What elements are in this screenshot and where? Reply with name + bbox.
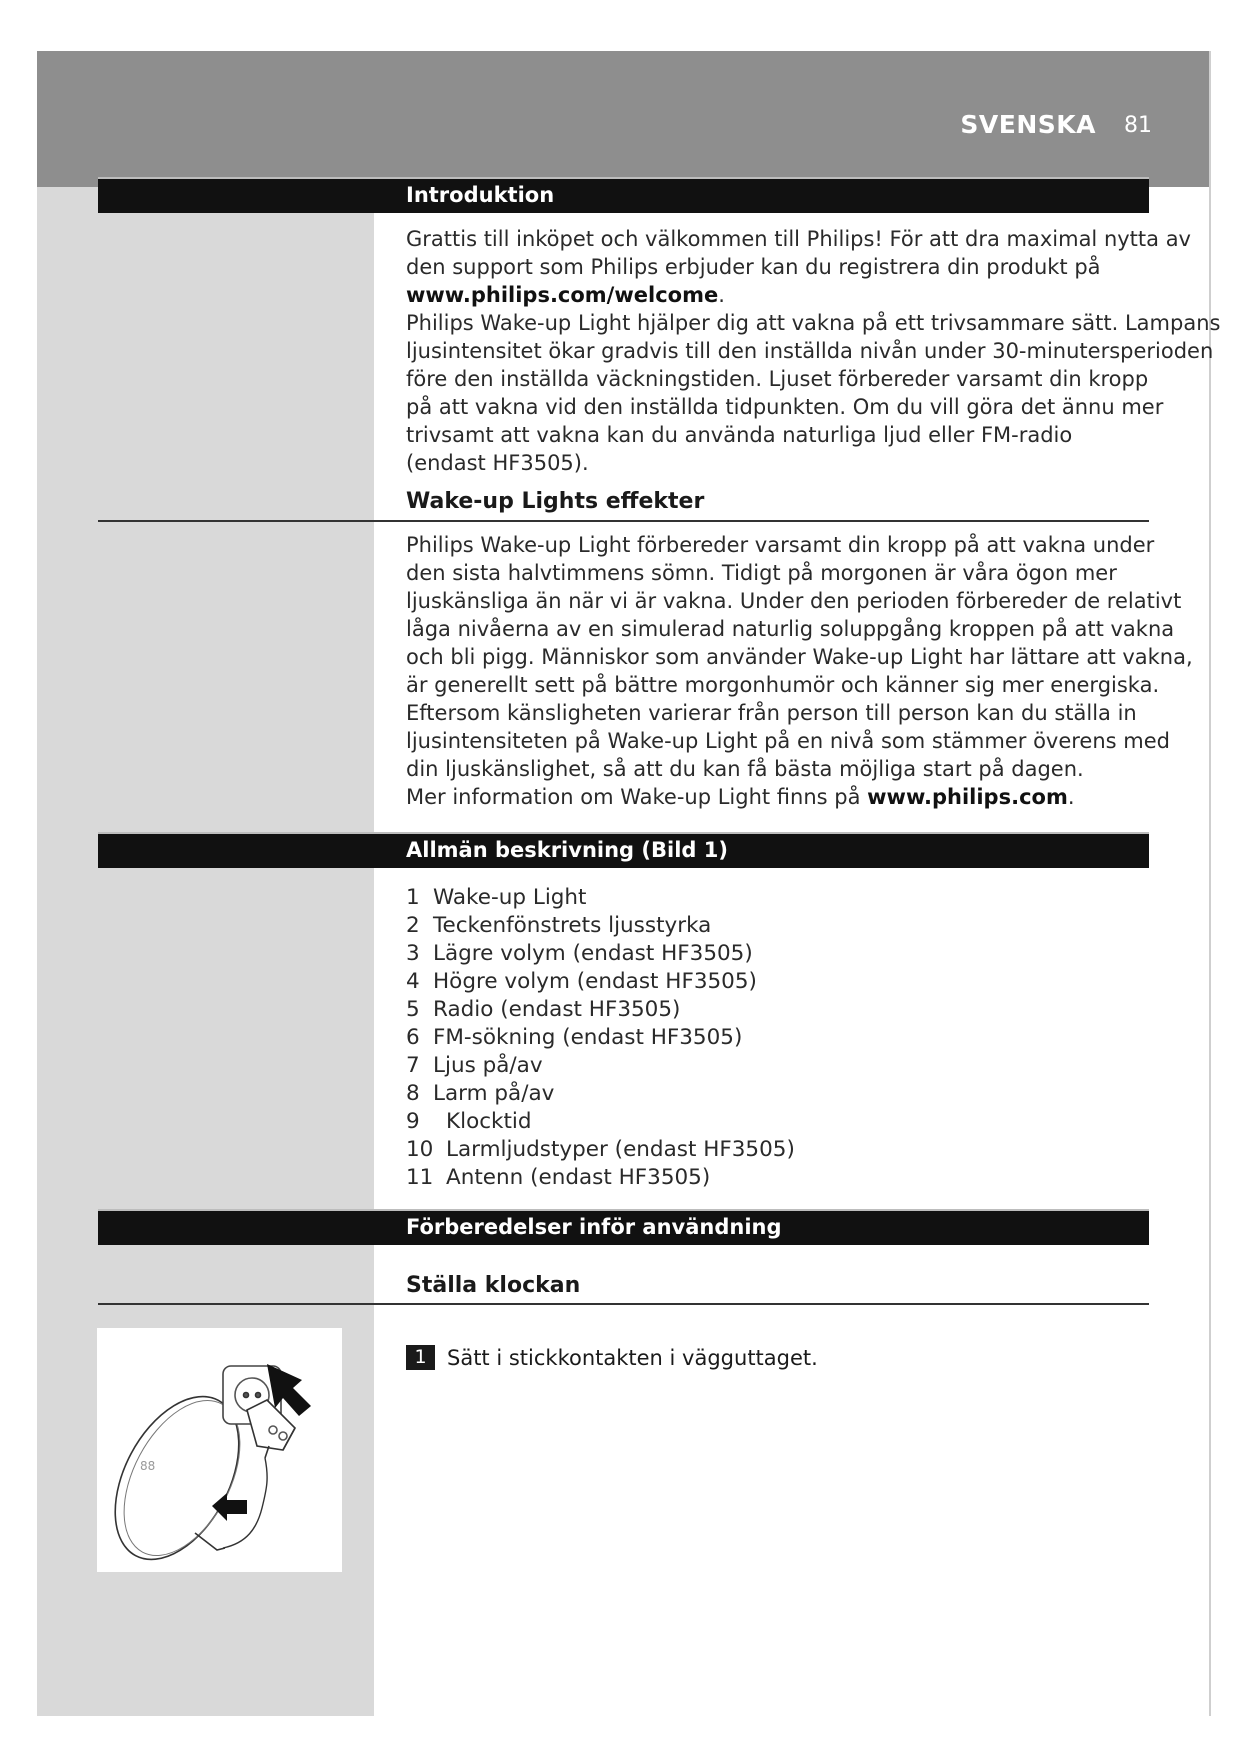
list-item: 2 Teckenfönstrets ljusstyrka [406,913,712,938]
section-title-general: Allmän beskrivning (Bild 1) [406,838,728,862]
section-title-prep: Förberedelser inför användning [406,1215,782,1239]
step-number-badge: 1 [406,1345,435,1370]
text-line: din ljuskänslighet, så att du kan få bästa möjliga start på dagen. [406,757,1084,781]
list-item: 3 Lägre volym (endast HF3505) [406,941,753,966]
text-line: (endast HF3505). [406,451,589,475]
text-line: den support som Philips erbjuder kan du registrera din produkt på [406,255,1101,279]
text-line: trivsamt att vakna kan du använda naturliga ljud eller FM-radio [406,423,1073,447]
section-title-intro: Introduktion [406,183,555,207]
text-line: är generellt sett på bättre morgonhumör och känner sig mer energiska. [406,673,1160,697]
text-line: den sista halvtimmens sömn. Tidigt på morgonen är våra ögon mer [406,561,1117,585]
subheading-effects: Wake-up Lights effekter [406,489,705,514]
text-line: låga nivåerna av en simulerad naturlig soluppgång kroppen på att vakna [406,617,1175,641]
lamp-plug-icon [97,1328,342,1572]
divider [98,520,1149,522]
text-line: Grattis till inköpet och välkommen till Philips! För att dra maximal nytta av [406,227,1191,251]
welcome-link[interactable]: www.philips.com/welcome [406,283,719,307]
header-language: SVENSKA [960,110,1096,139]
list-item: 9 Klocktid [406,1109,532,1134]
text-line: Philips Wake-up Light hjälper dig att vakna på ett trivsammare sätt. Lampans [406,311,1221,335]
parts-list [406,884,795,1192]
text-line: ljusintensitet ökar gradvis till den inställda nivån under 30-minutersperioden [406,339,1214,363]
list-item: 6 FM-sökning (endast HF3505) [406,1025,743,1050]
list-item: 11 Antenn (endast HF3505) [406,1165,711,1190]
list-item: 8 Larm på/av [406,1081,555,1106]
lamp-plug-illustration [97,1328,342,1572]
text-line: ljuskänsliga än när vi är vakna. Under den perioden förbereder de relativt [406,589,1182,613]
philips-link[interactable]: www.philips.com [867,785,1068,809]
text-line: Philips Wake-up Light förbereder varsamt din kropp på att vakna under [406,533,1155,557]
text-line: och bli pigg. Människor som använder Wake-up Light har lättare att vakna, [406,645,1193,669]
page-number: 81 [1124,113,1152,138]
subheading-set-clock: Ställa klockan [406,1273,581,1298]
divider [98,1303,1149,1305]
figure-pointer [310,1339,342,1367]
step-text: Sätt i stickkontakten i vägguttaget. [447,1345,818,1370]
section-bar-intro [98,177,1149,213]
intro-paragraph: Grattis till inköpet och välkommen till Philips! För att dra maximal nytta av den support som Philips erbjuder kan du registrera din produkt på www.philips.com/welcome. Philips Wake-up Light hjälper dig att vakna på ett trivsammare sätt. Lampans ljusintensitet ökar gradvis till den inställda nivån under 30-minutersperioden före den inställda väckningstiden. Ljuset förbereder varsamt din kropp på att vakna vid den inställda tidpunkten. Om du vill göra det ännu mer trivsamt att vakna kan du använda naturliga ljud eller FM-radio (endast HF3505). [406,227,1221,475]
step-1 [406,1345,818,1370]
list-item: 7 Ljus på/av [406,1053,543,1078]
list-item: 1 Wake-up Light [406,885,587,910]
text-line: på att vakna vid den inställda tidpunkten. Om du vill göra det ännu mer [406,395,1164,419]
list-item: 4 Högre volym (endast HF3505) [406,969,757,994]
svg-text:88: 88 [140,1459,156,1473]
list-item: 10 Larmljudstyper (endast HF3505) [406,1137,795,1162]
text-line: Eftersom känsligheten varierar från person till person kan du ställa in [406,701,1137,725]
text-line: ljusintensiteten på Wake-up Light på en nivå som stämmer överens med [406,729,1170,753]
list-item: 5 Radio (endast HF3505) [406,997,681,1022]
text-line: före den inställda väckningstiden. Ljuset förbereder varsamt din kropp [406,367,1149,391]
effects-paragraph: Philips Wake-up Light förbereder varsamt din kropp på att vakna under den sista halvtimmens sömn. Tidigt på morgonen är våra ögon mer ljuskänsliga än när vi är vakna. Under den perioden förbereder de relativt låga nivåerna av en simulerad naturlig soluppgång kroppen på att vakna och bli pigg. Människor som använder Wake-up Light har lättare att vakna, är generellt sett på bättre morgonhumör och känner sig mer energiska. Eftersom känsligheten varierar från person till person kan du ställa in ljusintensiteten på Wake-up Light på en nivå som stämmer överens med din ljuskänslighet, så att du kan få bästa möjliga start på dagen. Mer information om Wake-up Light finns på www.philips.com. [406,533,1193,809]
